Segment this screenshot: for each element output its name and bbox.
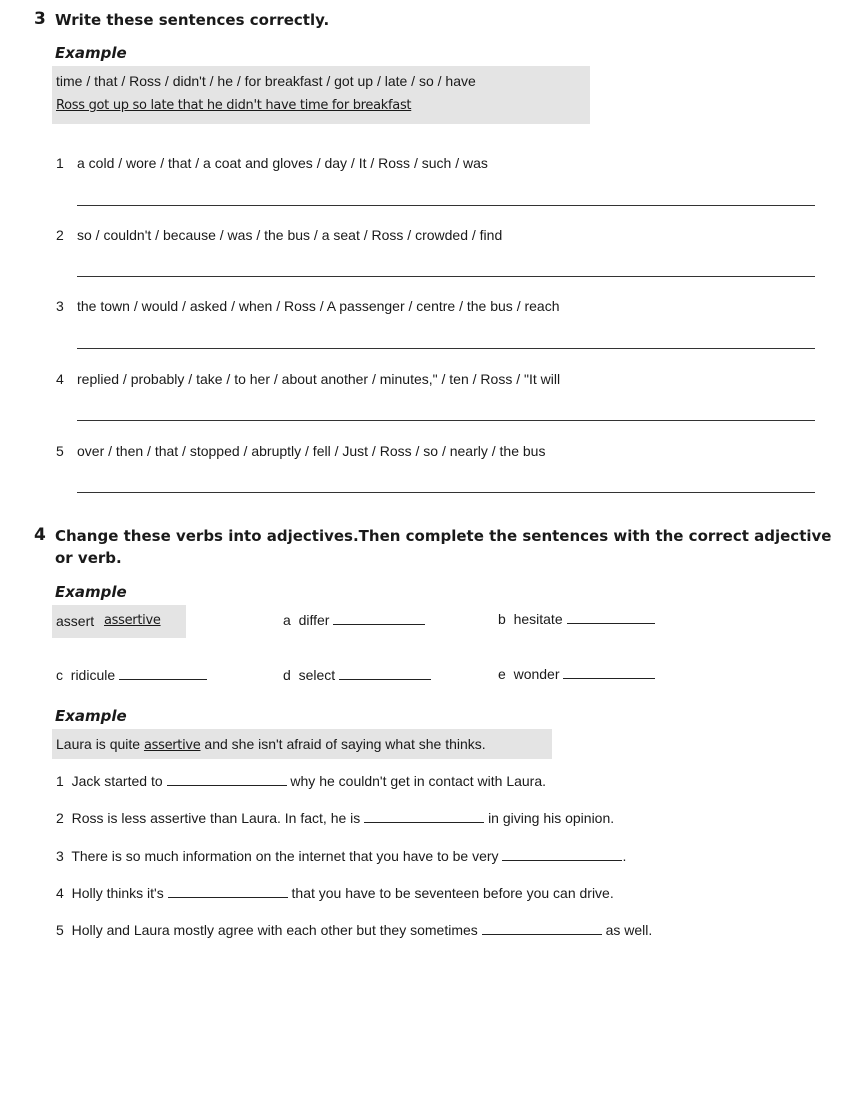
- section-4-number: 4: [34, 525, 46, 545]
- sentence-end: that you have to be seventeen before you can drive.: [291, 885, 614, 901]
- scrambled-sentence: the town / would / asked / when / Ross / A passenger / centre / the bus / reach: [77, 298, 560, 314]
- list-item: [56, 848, 626, 864]
- section-3-title: Write these sentences correctly.: [55, 11, 330, 29]
- example-adjective: assertive: [104, 613, 161, 628]
- verb-word: wonder: [513, 666, 560, 682]
- list-item-number: 5: [56, 443, 64, 459]
- example-sentence-end: and she isn't afraid of saying what she thinks.: [204, 736, 486, 752]
- section-4-example-label: Example: [55, 583, 127, 601]
- list-item-number: 1: [56, 155, 64, 171]
- list-item-number: 4: [56, 371, 64, 387]
- section-3-example-answer: Ross got up so late that he didn't have time for breakfast: [56, 98, 412, 113]
- verb-letter: c: [56, 667, 63, 683]
- scrambled-sentence: so / couldn't / because / was / the bus / a seat / Ross / crowded / find: [77, 227, 503, 243]
- sentence-start: Holly thinks it's: [71, 885, 164, 901]
- list-item-number: 1: [56, 773, 64, 789]
- verb-letter: e: [498, 666, 506, 682]
- list-item-number: 5: [56, 922, 64, 938]
- verb-item-c: [56, 667, 207, 683]
- scrambled-sentence: over / then / that / stopped / abruptly / fell / Just / Ross / so / nearly / the bus: [77, 443, 546, 459]
- verb-item-d: [283, 667, 431, 683]
- verb-letter: a: [283, 612, 291, 628]
- verb-letter: b: [498, 611, 506, 627]
- sentence-start: There is so much information on the internet that you have to be very: [71, 848, 499, 864]
- sentence-end: in giving his opinion.: [488, 810, 615, 826]
- list-item-number: 2: [56, 227, 64, 243]
- adjective-blank-b[interactable]: [567, 611, 655, 624]
- sentence-blank-3[interactable]: [502, 848, 622, 861]
- sentence-start: Holly and Laura mostly agree with each other but they sometimes: [71, 922, 478, 938]
- section-3-example-label: Example: [55, 44, 127, 62]
- sentence-blank-5[interactable]: [482, 922, 602, 935]
- section-3-number: 3: [34, 9, 46, 29]
- sentence-blank-2[interactable]: [364, 810, 484, 823]
- sentence-blank-1[interactable]: [167, 773, 287, 786]
- section-4-example-2-label: Example: [55, 707, 127, 725]
- sentence-end: as well.: [605, 922, 653, 938]
- verb-word: select: [298, 667, 336, 683]
- example-sentence: [56, 736, 486, 753]
- verb-item-a: [283, 612, 425, 628]
- list-item: [56, 922, 652, 938]
- sentence-start: Jack started to: [71, 773, 163, 789]
- adjective-blank-a[interactable]: [333, 612, 425, 625]
- answer-line-4[interactable]: [77, 420, 815, 421]
- sentence-blank-4[interactable]: [168, 885, 288, 898]
- answer-line-2[interactable]: [77, 276, 815, 277]
- answer-line-1[interactable]: [77, 205, 815, 206]
- section-3-example-prompt: time / that / Ross / didn't / he / for breakfast / got up / late / so / have: [56, 73, 476, 89]
- sentence-start: Ross is less assertive than Laura. In fact, he is: [71, 810, 361, 826]
- example-verb: assert: [56, 613, 95, 629]
- list-item-number: 2: [56, 810, 64, 826]
- answer-line-5[interactable]: [77, 492, 815, 493]
- adjective-blank-e[interactable]: [563, 666, 655, 679]
- list-item: [56, 773, 546, 789]
- verb-letter: d: [283, 667, 291, 683]
- scrambled-sentence: replied / probably / take / to her / about another / minutes," / ten / Ross / "It will: [77, 371, 561, 387]
- section-4-title-line-1: Change these verbs into adjectives.Then complete the sentences with the correct adjective: [55, 527, 832, 545]
- answer-line-3[interactable]: [77, 348, 815, 349]
- verb-word: differ: [298, 612, 330, 628]
- list-item-number: 3: [56, 298, 64, 314]
- sentence-end: .: [622, 848, 627, 864]
- scrambled-sentence: a cold / wore / that / a coat and gloves / day / It / Ross / such / was: [77, 155, 488, 171]
- example-sentence-answer: assertive: [143, 738, 201, 753]
- verb-word: hesitate: [513, 611, 563, 627]
- example-sentence-start: Laura is quite: [56, 736, 141, 752]
- adjective-blank-c[interactable]: [119, 667, 207, 680]
- list-item-number: 3: [56, 848, 64, 864]
- adjective-blank-d[interactable]: [339, 667, 431, 680]
- sentence-end: why he couldn't get in contact with Laura.: [290, 773, 547, 789]
- section-4-title-line-2: or verb.: [55, 549, 122, 567]
- list-item: [56, 885, 614, 901]
- verb-item-b: [498, 611, 655, 627]
- verb-word: ridicule: [70, 667, 116, 683]
- list-item: [56, 810, 614, 826]
- list-item-number: 4: [56, 885, 64, 901]
- verb-item-e: [498, 666, 655, 682]
